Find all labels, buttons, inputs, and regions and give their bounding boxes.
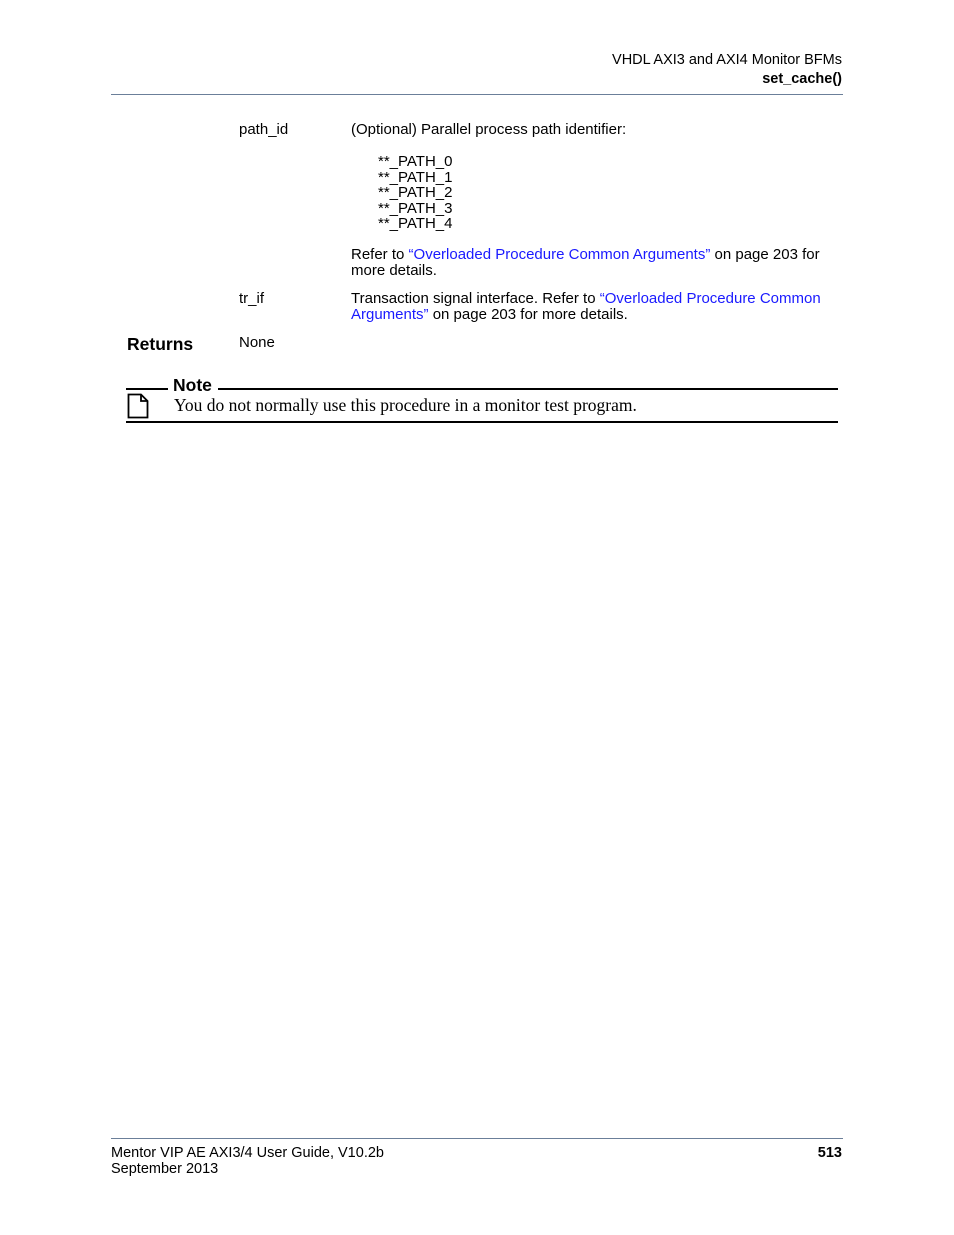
note-bottom-rule [126,421,838,423]
path-id-value-list [378,154,452,232]
tr-if-desc-prefix: Transaction signal interface. Refer to [351,290,600,307]
path-value: **_PATH_3 [378,199,453,217]
arg-name-path-id: path_id [239,121,289,138]
overloaded-args-link-cont[interactable]: Arguments” [351,305,429,323]
footer-rule [111,1138,843,1139]
refer-prefix: Refer to [351,246,409,263]
note-page-icon [127,393,149,419]
refer-suffix-line2: more details. [351,261,437,279]
overloaded-args-link[interactable]: “Overloaded Procedure Common [599,290,821,307]
tr-if-desc-suffix: on page 203 for more details. [428,305,628,323]
overloaded-args-link[interactable]: “Overloaded Procedure Common Arguments” [408,246,711,263]
refer-suffix: on page 203 for [710,246,820,263]
returns-heading: Returns [127,334,194,354]
path-id-refer-paragraph [351,247,843,278]
returns-value: None [239,334,275,351]
arg-desc-tr-if [351,291,843,322]
footer-date: September 2013 [111,1161,219,1177]
header-rule [111,94,843,95]
header-chapter-title: VHDL AXI3 and AXI4 Monitor BFMs [612,52,842,68]
footer-guide-title: Mentor VIP AE AXI3/4 User Guide, V10.2b [111,1145,384,1161]
path-value: **_PATH_1 [378,168,453,186]
note-text: You do not normally use this procedure in a monitor test program. [174,395,637,415]
note-title: Note [173,375,212,395]
note-top-rule-right [218,388,838,390]
footer-page-number: 513 [817,1145,842,1161]
header-section-title: set_cache() [762,71,842,87]
path-value: **_PATH_0 [378,153,453,170]
path-value: **_PATH_4 [378,215,453,232]
path-value: **_PATH_2 [378,184,453,201]
arg-name-tr-if: tr_if [239,290,265,307]
arg-desc-path-id: (Optional) Parallel process path identifier: [351,121,627,138]
note-top-rule-left [126,388,168,390]
